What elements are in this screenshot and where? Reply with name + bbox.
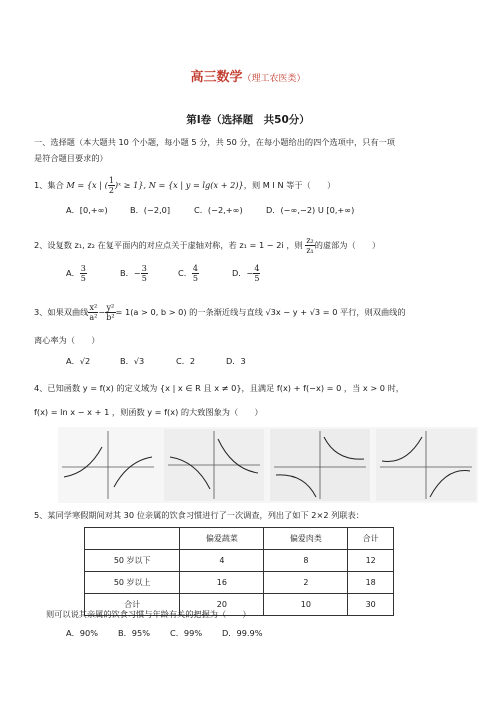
q4-line-2: f(x) = ln x − x + 1 ，则函数 y = f(x) 的大致图象为（ ） xyxy=(34,407,263,417)
q3-option-a: A．√2 xyxy=(66,356,91,366)
q4-graph-c xyxy=(270,429,370,501)
q3-y-fraction: $\frac{\text{y²}}{\text{b²}}$ xyxy=(106,303,115,322)
table-cell: 18 xyxy=(348,572,394,594)
table-row xyxy=(85,572,394,594)
q1-suffix: ，则 M I N 等于（ ） xyxy=(243,180,336,190)
q1-prefix: 1、集合 xyxy=(34,180,64,190)
q5-contingency-table xyxy=(84,527,394,616)
table-cell: 12 xyxy=(348,550,394,572)
table-cell xyxy=(85,528,180,550)
q4-graph-strip xyxy=(58,427,478,503)
q3-prefix: 3、如果双曲线 xyxy=(34,307,89,317)
title-subtitle: （理工农医类） xyxy=(242,74,306,84)
table-header: 合计 xyxy=(348,528,394,550)
q2-suffix: 的虚部为（ ） xyxy=(314,240,381,250)
table-cell: 8 xyxy=(264,550,348,572)
q3-minus: − xyxy=(98,307,106,317)
q1-option-c: C．(−2,+∞) xyxy=(194,205,243,215)
table-cell: 2 xyxy=(264,572,348,594)
table-row xyxy=(85,550,394,572)
q1-set-m: M = {x | ( xyxy=(66,180,108,190)
table-cell: 30 xyxy=(348,594,394,616)
intro-line-1: 一、选择题（本大题共 10 个小题，每小题 5 分，共 50 分，在每小题给出的四个选项中，只有一项 xyxy=(34,137,395,147)
question-3 xyxy=(34,303,406,322)
q3-option-d: D．3 xyxy=(226,356,246,366)
table-cell: 16 xyxy=(180,572,264,594)
q3-x-fraction: $\frac{\text{x²}}{\text{a²}}$ xyxy=(89,303,98,322)
question-2 xyxy=(34,236,380,255)
table-cell: 合计 xyxy=(85,594,180,616)
intro-line-2: 是符合题目要求的） xyxy=(34,153,108,163)
q5-option-c: C．99% xyxy=(170,628,203,638)
table-header: 偏爱肉类 xyxy=(264,528,348,550)
q2-text: 2、设复数 z₁, z₂ 在复平面内的对应点关于虚轴对称，若 z₁ = 1 − 2i ，则 xyxy=(34,240,303,250)
table-cell: 10 xyxy=(264,594,348,616)
paper-title xyxy=(0,66,496,85)
table-header: 偏爱蔬菜 xyxy=(180,528,264,550)
q2-option-c: C． $\frac{4}{5}$ xyxy=(178,264,198,283)
q2-option-a: A． $\frac{3}{5}$ xyxy=(66,264,86,283)
q5-followup: 则可以说其亲属的饮食习惯与年龄有关的把握为（ ） xyxy=(46,609,251,619)
q1-option-a: A．[0,+∞) xyxy=(66,205,108,215)
q5-option-d: D．99.9% xyxy=(222,628,263,638)
q3-option-b: B．√3 xyxy=(120,356,145,366)
section-title: 第Ⅰ卷（选择题 共50分） xyxy=(186,114,310,126)
q2-option-d: D．− $\frac{4}{5}$ xyxy=(232,264,260,283)
q4-line-1: 4、已知函数 y = f(x) 的定义域为 {x | x ∈ R 且 x ≠ 0}，且满足 f(x) + f(−x) = 0 ，当 x > 0 时， xyxy=(34,383,404,393)
q1-option-d: D．(−∞,−2) U [0,+∞) xyxy=(266,205,355,215)
q3-line-2: 离心率为（ ） xyxy=(34,335,100,345)
table-cell: 4 xyxy=(180,550,264,572)
q4-graph-d xyxy=(376,429,476,501)
q2-option-b: B．− $\frac{3}{5}$ xyxy=(120,264,147,283)
q1-set-tail: )ˣ ≥ 1}, N = {x | y = lg(x + 2)} xyxy=(114,180,244,190)
q2-fraction: $\frac{\text{z₂}}{\text{z₁}}$ xyxy=(306,236,314,255)
question-1 xyxy=(34,176,335,195)
title-main: 高三数学 xyxy=(190,70,243,85)
table-cell: 20 xyxy=(180,594,264,616)
q4-graph-b xyxy=(164,429,264,501)
table-row xyxy=(85,528,394,550)
q1-half-fraction: $\frac{1}{2}$ xyxy=(108,176,114,195)
q5-option-b: B．95% xyxy=(118,628,151,638)
table-cell: 50 岁以上 xyxy=(85,572,180,594)
q5-option-a: A．90% xyxy=(66,628,98,638)
q3-mid: = 1(a > 0, b > 0) 的一条渐近线与直线 √3x − y + √3 = 0 平行，则双曲线的 xyxy=(115,307,406,317)
q3-option-c: C．2 xyxy=(176,356,196,366)
q1-option-b: B．(−2,0] xyxy=(130,205,171,215)
q5-text: 5、某同学寒假期间对其 30 位亲属的饮食习惯进行了一次调查，列出了如下 2×2 列联表： xyxy=(34,510,364,520)
table-cell: 50 岁以下 xyxy=(85,550,180,572)
